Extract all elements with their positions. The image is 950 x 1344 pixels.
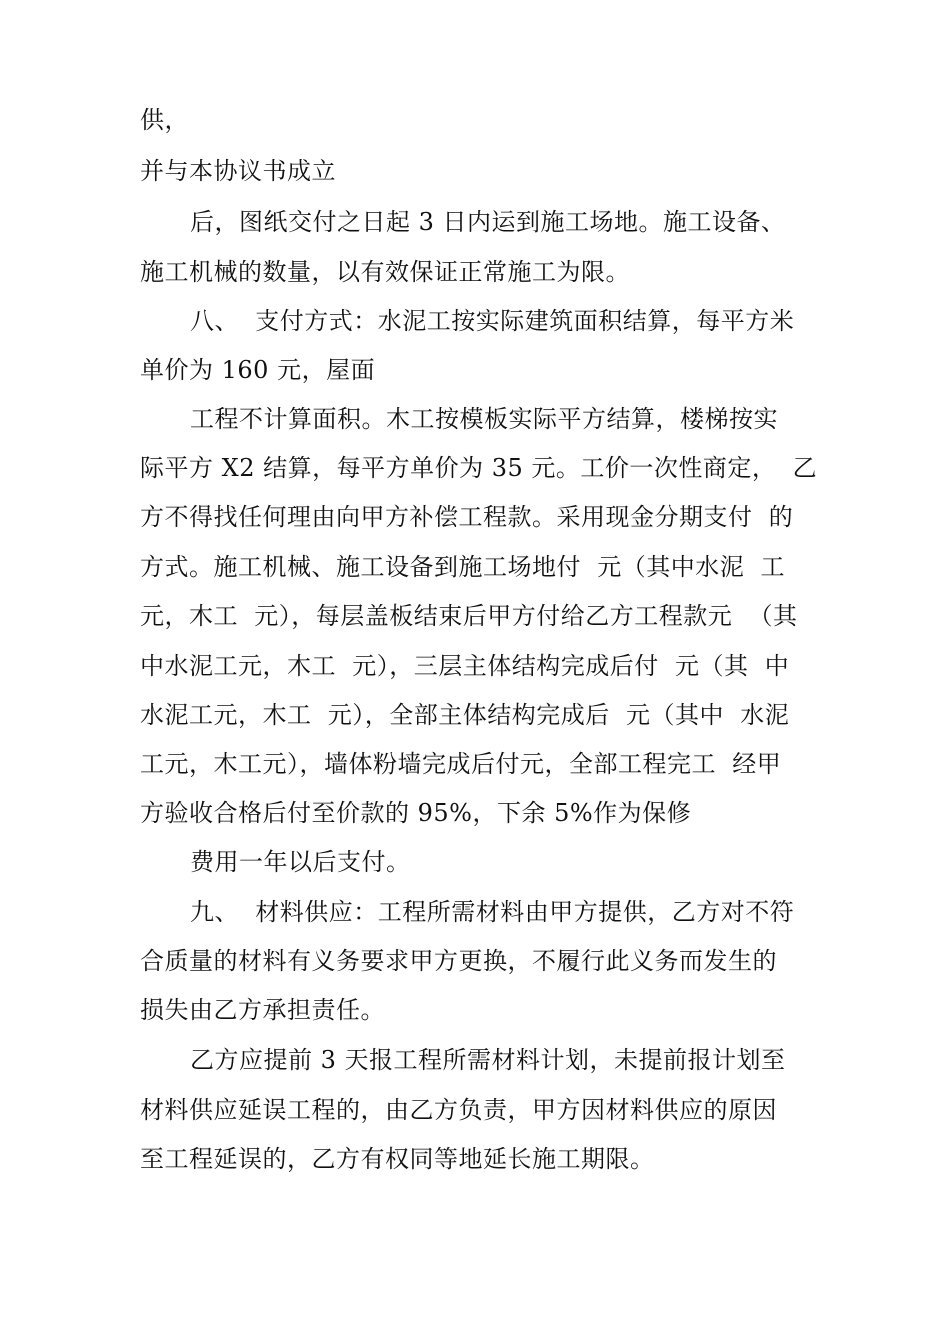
text-line-2: 并与本协议书成立 — [140, 157, 336, 185]
text-line-6: 单价为 160 元，屋面 — [140, 356, 376, 384]
text-line-4: 施工机械的数量，以有效保证正常施工为限。 — [140, 258, 630, 286]
text-line-3: 后，图纸交付之日起 3 日内运到施工场地。施工设备、 — [190, 208, 786, 236]
text-line-21: 材料供应延误工程的，由乙方负责，甲方因材料供应的原因 — [140, 1096, 777, 1124]
text-line-16: 费用一年以后支付。 — [190, 848, 411, 876]
text-line-15: 方验收合格后付至价款的 95%，下余 5%作为保修 — [140, 799, 692, 827]
text-line-1: 供， — [140, 106, 189, 134]
text-line-13: 水泥工元，木工 元），全部主体结构完成后 元（其中 水泥 — [140, 701, 790, 729]
text-line-22: 至工程延误的，乙方有权同等地延长施工期限。 — [140, 1145, 655, 1173]
text-line-11: 元，木工 元），每层盖板结束后甲方付给乙方工程款元 （其 — [140, 602, 798, 630]
text-line-5: 八、 支付方式：水泥工按实际建筑面积结算，每平方米 — [190, 307, 795, 335]
text-line-8: 际平方 X2 结算，每平方单价为 35 元。工价一次性商定， 乙 — [140, 454, 818, 482]
text-line-12: 中水泥工元，木工 元），三层主体结构完成后付 元（其 中 — [140, 652, 790, 680]
text-line-20: 乙方应提前 3 天报工程所需材料计划，未提前报计划至 — [190, 1046, 786, 1074]
text-line-14: 工元，木工元），墙体粉墙完成后付元，全部工程完工 经甲 — [140, 750, 782, 778]
text-line-19: 损失由乙方承担责任。 — [140, 996, 385, 1024]
text-line-7: 工程不计算面积。木工按模板实际平方结算，楼梯按实 — [190, 405, 778, 433]
text-line-17: 九、 材料供应：工程所需材料由甲方提供，乙方对不符 — [190, 898, 795, 926]
text-line-9: 方不得找任何理由向甲方补偿工程款。采用现金分期支付 的 — [140, 503, 794, 531]
text-line-10: 方式。施工机械、施工设备到施工场地付 元（其中水泥 工 — [140, 553, 786, 581]
text-line-18: 合质量的材料有义务要求甲方更换，不履行此义务而发生的 — [140, 947, 777, 975]
